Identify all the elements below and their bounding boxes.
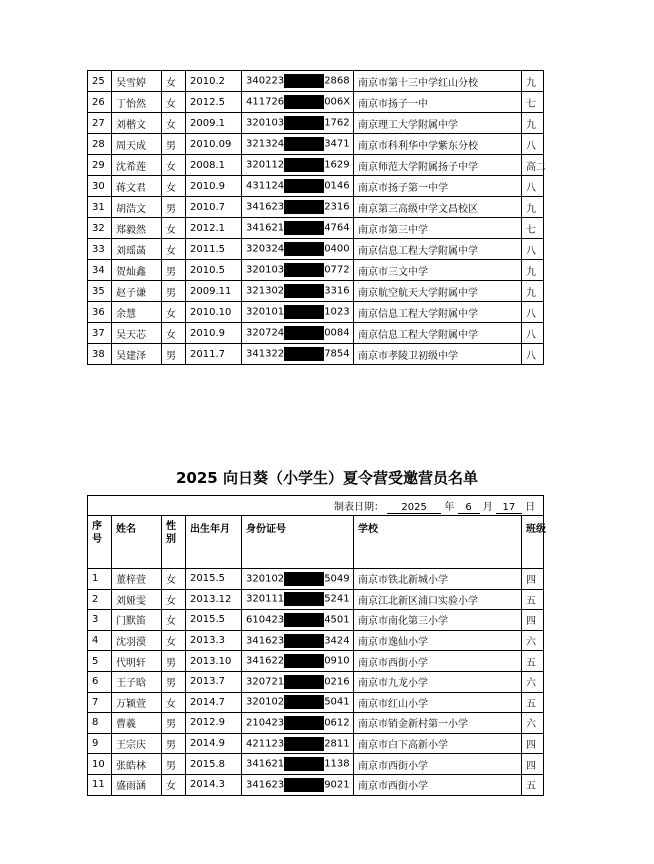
cell-no: 29 — [88, 155, 112, 176]
cell-birth: 2014.3 — [186, 774, 242, 795]
cell-school: 南京市扬子一中 — [354, 92, 522, 113]
cell-school: 南京市三文中学 — [354, 260, 522, 281]
cell-id-number — [242, 569, 354, 590]
table-row — [88, 113, 544, 134]
header-birth: 出生年月 — [186, 516, 242, 569]
cell-gender: 男 — [162, 754, 186, 775]
date-year: 2025 — [387, 502, 441, 514]
cell-grade: 八 — [522, 239, 544, 260]
cell-grade: 七 — [522, 92, 544, 113]
cell-no: 32 — [88, 218, 112, 239]
roster-table — [87, 495, 544, 796]
cell-school: 南京市铁北新城小学 — [354, 569, 522, 590]
cell-id-number — [242, 630, 354, 651]
cell-grade: 九 — [522, 281, 544, 302]
table-row — [88, 692, 544, 713]
cell-no: 26 — [88, 92, 112, 113]
cell-school: 南京信息工程大学附属中学 — [354, 239, 522, 260]
cell-gender: 男 — [162, 733, 186, 754]
cell-name: 刘娅雯 — [112, 589, 162, 610]
id-prefix: 431124 — [246, 180, 285, 192]
cell-birth: 2010.10 — [186, 302, 242, 323]
cell-grade: 八 — [522, 176, 544, 197]
cell-birth: 2012.1 — [186, 218, 242, 239]
cell-school: 南京市孝陵卫初级中学 — [354, 344, 522, 365]
cell-no: 34 — [88, 260, 112, 281]
cell-gender: 女 — [162, 692, 186, 713]
cell-id-number — [242, 754, 354, 775]
roster-table-body — [88, 569, 544, 796]
id-suffix: 4501 — [324, 614, 350, 626]
cell-gender: 女 — [162, 155, 186, 176]
id-prefix: 321324 — [246, 138, 285, 150]
roster-table-continued — [87, 70, 544, 365]
header-id: 身份证号 — [242, 516, 354, 569]
id-suffix: 1629 — [324, 159, 350, 171]
redaction-block — [284, 116, 324, 130]
cell-birth: 2008.1 — [186, 155, 242, 176]
cell-id-number — [242, 155, 354, 176]
id-suffix: 2811 — [324, 738, 350, 750]
cell-no: 28 — [88, 134, 112, 155]
cell-id-number — [242, 71, 354, 92]
id-prefix: 320102 — [246, 696, 285, 708]
cell-birth: 2010.09 — [186, 134, 242, 155]
table-row — [88, 260, 544, 281]
id-prefix: 341621 — [246, 222, 285, 234]
date-month: 6 — [458, 502, 480, 514]
redaction-block — [284, 695, 324, 709]
table-row — [88, 630, 544, 651]
id-suffix: 1138 — [324, 758, 350, 770]
redaction-block — [284, 757, 324, 771]
table-row — [88, 344, 544, 365]
id-suffix: 2316 — [324, 201, 350, 213]
cell-gender: 女 — [162, 239, 186, 260]
cell-grade: 四 — [522, 569, 544, 590]
cell-birth: 2013.7 — [186, 671, 242, 692]
cell-birth: 2014.9 — [186, 733, 242, 754]
redaction-block — [284, 347, 324, 361]
cell-birth: 2015.5 — [186, 569, 242, 590]
cell-name: 沈希莲 — [112, 155, 162, 176]
cell-birth: 2015.5 — [186, 610, 242, 631]
cell-school: 南京理工大学附属中学 — [354, 113, 522, 134]
table-row — [88, 218, 544, 239]
redaction-block — [284, 200, 324, 214]
cell-gender: 男 — [162, 344, 186, 365]
cell-name: 周天成 — [112, 134, 162, 155]
table-row — [88, 71, 544, 92]
id-suffix: 3316 — [324, 285, 350, 297]
redaction-block — [284, 284, 324, 298]
cell-school: 南京江北新区浦口实验小学 — [354, 589, 522, 610]
cell-grade: 六 — [522, 671, 544, 692]
cell-id-number — [242, 589, 354, 610]
id-suffix: 5049 — [324, 573, 350, 585]
cell-birth: 2010.5 — [186, 260, 242, 281]
table-row — [88, 281, 544, 302]
table-row — [88, 733, 544, 754]
table-row — [88, 713, 544, 734]
id-suffix: 7854 — [324, 348, 350, 360]
id-prefix: 341623 — [246, 779, 285, 791]
id-prefix: 320111 — [246, 593, 285, 605]
cell-id-number — [242, 218, 354, 239]
cell-no: 9 — [88, 733, 112, 754]
cell-id-number — [242, 733, 354, 754]
redaction-block — [284, 675, 324, 689]
cell-id-number — [242, 344, 354, 365]
table-row — [88, 610, 544, 631]
cell-name: 张皓林 — [112, 754, 162, 775]
cell-no: 11 — [88, 774, 112, 795]
table-row — [88, 754, 544, 775]
cell-grade: 六 — [522, 713, 544, 734]
header-no: 序号 — [88, 516, 112, 569]
cell-name: 丁怡然 — [112, 92, 162, 113]
cell-name: 王宗庆 — [112, 733, 162, 754]
cell-birth: 2010.7 — [186, 197, 242, 218]
cell-no: 30 — [88, 176, 112, 197]
id-prefix: 320103 — [246, 264, 285, 276]
id-prefix: 610423 — [246, 614, 285, 626]
id-prefix: 320103 — [246, 117, 285, 129]
cell-no: 2 — [88, 589, 112, 610]
id-suffix: 0400 — [324, 243, 350, 255]
cell-birth: 2011.5 — [186, 239, 242, 260]
cell-id-number — [242, 281, 354, 302]
id-prefix: 321302 — [246, 285, 285, 297]
cell-school: 南京市西街小学 — [354, 754, 522, 775]
id-prefix: 341623 — [246, 635, 285, 647]
cell-gender: 男 — [162, 134, 186, 155]
id-suffix: 006X — [324, 96, 351, 108]
cell-id-number — [242, 92, 354, 113]
header-name: 姓名 — [112, 516, 162, 569]
cell-school: 南京第三高级中学文昌校区 — [354, 197, 522, 218]
cell-birth: 2010.2 — [186, 71, 242, 92]
id-prefix: 320102 — [246, 573, 285, 585]
cell-birth: 2014.7 — [186, 692, 242, 713]
cell-school: 南京市九龙小学 — [354, 671, 522, 692]
table-row — [88, 671, 544, 692]
header-row — [88, 516, 544, 569]
cell-gender: 女 — [162, 71, 186, 92]
cell-no: 7 — [88, 692, 112, 713]
cell-school: 南京市科利华中学紫东分校 — [354, 134, 522, 155]
id-suffix: 1023 — [324, 306, 350, 318]
cell-school: 南京市销金新村第一小学 — [354, 713, 522, 734]
cell-no: 8 — [88, 713, 112, 734]
cell-school: 南京市南化第三小学 — [354, 610, 522, 631]
cell-grade: 四 — [522, 754, 544, 775]
cell-grade: 八 — [522, 344, 544, 365]
table-row — [88, 651, 544, 672]
cell-no: 5 — [88, 651, 112, 672]
id-prefix: 421123 — [246, 738, 285, 750]
cell-grade: 八 — [522, 302, 544, 323]
cell-grade: 五 — [522, 589, 544, 610]
cell-birth: 2011.7 — [186, 344, 242, 365]
cell-id-number — [242, 692, 354, 713]
id-suffix: 1762 — [324, 117, 350, 129]
id-prefix: 340223 — [246, 75, 285, 87]
cell-name: 代明轩 — [112, 651, 162, 672]
id-suffix: 0146 — [324, 180, 350, 192]
table-row — [88, 92, 544, 113]
cell-school: 南京市西街小学 — [354, 774, 522, 795]
cell-grade: 五 — [522, 692, 544, 713]
redaction-block — [284, 654, 324, 668]
cell-name: 曹羲 — [112, 713, 162, 734]
id-suffix: 0772 — [324, 264, 350, 276]
cell-no: 10 — [88, 754, 112, 775]
cell-id-number — [242, 323, 354, 344]
table-row — [88, 323, 544, 344]
cell-id-number — [242, 302, 354, 323]
cell-gender: 女 — [162, 92, 186, 113]
cell-school: 南京市扬子第一中学 — [354, 176, 522, 197]
cell-name: 贺灿鑫 — [112, 260, 162, 281]
date-day-unit: 日 — [525, 501, 536, 513]
cell-gender: 女 — [162, 774, 186, 795]
roster-table-body — [88, 71, 544, 365]
cell-no: 4 — [88, 630, 112, 651]
cell-grade: 九 — [522, 71, 544, 92]
table-row — [88, 134, 544, 155]
cell-no: 38 — [88, 344, 112, 365]
redaction-block — [284, 95, 324, 109]
cell-birth: 2010.9 — [186, 323, 242, 344]
cell-name: 门默笛 — [112, 610, 162, 631]
cell-birth: 2009.11 — [186, 281, 242, 302]
redaction-block — [284, 592, 324, 606]
cell-id-number — [242, 113, 354, 134]
id-prefix: 320724 — [246, 327, 285, 339]
cell-school: 南京航空航天大学附属中学 — [354, 281, 522, 302]
redaction-block — [284, 137, 324, 151]
id-suffix: 0216 — [324, 676, 350, 688]
cell-school: 南京市第三中学 — [354, 218, 522, 239]
id-prefix: 320324 — [246, 243, 285, 255]
redaction-block — [284, 158, 324, 172]
cell-school: 南京市西街小学 — [354, 651, 522, 672]
cell-school: 南京信息工程大学附属中学 — [354, 323, 522, 344]
cell-grade: 四 — [522, 733, 544, 754]
id-prefix: 341322 — [246, 348, 285, 360]
id-suffix: 0910 — [324, 655, 350, 667]
redaction-block — [284, 242, 324, 256]
table-row — [88, 302, 544, 323]
id-prefix: 320101 — [246, 306, 285, 318]
redaction-block — [284, 613, 324, 627]
cell-birth: 2015.8 — [186, 754, 242, 775]
header-school: 学校 — [354, 516, 522, 569]
cell-grade: 九 — [522, 260, 544, 281]
cell-id-number — [242, 713, 354, 734]
cell-id-number — [242, 610, 354, 631]
redaction-block — [284, 263, 324, 277]
cell-grade: 四 — [522, 610, 544, 631]
id-suffix: 3424 — [324, 635, 350, 647]
cell-school: 南京师范大学附属扬子中学 — [354, 155, 522, 176]
id-prefix: 320112 — [246, 159, 285, 171]
page-title: 2025 向日葵（小学生）夏令营受邀营员名单 — [176, 469, 478, 487]
cell-name: 郑毅然 — [112, 218, 162, 239]
table-row — [88, 589, 544, 610]
cell-gender: 女 — [162, 176, 186, 197]
id-prefix: 341623 — [246, 201, 285, 213]
cell-name: 刘楷文 — [112, 113, 162, 134]
cell-gender: 女 — [162, 610, 186, 631]
cell-birth: 2013.3 — [186, 630, 242, 651]
cell-no: 31 — [88, 197, 112, 218]
redaction-block — [284, 305, 324, 319]
cell-name: 胡浩文 — [112, 197, 162, 218]
redaction-block — [284, 778, 324, 792]
cell-grade: 五 — [522, 774, 544, 795]
cell-grade: 九 — [522, 197, 544, 218]
cell-gender: 男 — [162, 671, 186, 692]
cell-id-number — [242, 134, 354, 155]
cell-gender: 女 — [162, 630, 186, 651]
cell-grade: 八 — [522, 323, 544, 344]
cell-name: 王子晗 — [112, 671, 162, 692]
cell-gender: 男 — [162, 713, 186, 734]
cell-grade: 九 — [522, 113, 544, 134]
id-prefix: 341621 — [246, 758, 285, 770]
cell-gender: 女 — [162, 302, 186, 323]
cell-name: 沈羽漠 — [112, 630, 162, 651]
cell-birth: 2009.1 — [186, 113, 242, 134]
cell-gender: 女 — [162, 589, 186, 610]
table-row — [88, 239, 544, 260]
cell-no: 35 — [88, 281, 112, 302]
date-row — [88, 496, 544, 516]
id-suffix: 3471 — [324, 138, 350, 150]
redaction-block — [284, 716, 324, 730]
cell-gender: 女 — [162, 113, 186, 134]
cell-id-number — [242, 176, 354, 197]
cell-birth: 2013.10 — [186, 651, 242, 672]
cell-birth: 2010.9 — [186, 176, 242, 197]
header-gender: 性别 — [162, 516, 186, 569]
cell-school: 南京信息工程大学附属中学 — [354, 302, 522, 323]
redaction-block — [284, 326, 324, 340]
cell-grade: 七 — [522, 218, 544, 239]
id-suffix: 4764 — [324, 222, 350, 234]
date-label: 制表日期： — [333, 501, 384, 513]
id-prefix: 411726 — [246, 96, 285, 108]
cell-school: 南京市逸仙小学 — [354, 630, 522, 651]
cell-no: 36 — [88, 302, 112, 323]
date-day: 17 — [496, 502, 522, 514]
date-year-unit: 年 — [444, 501, 455, 513]
cell-id-number — [242, 197, 354, 218]
cell-birth: 2013.12 — [186, 589, 242, 610]
redaction-block — [284, 737, 324, 751]
redaction-block — [284, 74, 324, 88]
date-month-unit: 月 — [482, 501, 493, 513]
cell-id-number — [242, 239, 354, 260]
cell-id-number — [242, 651, 354, 672]
id-suffix: 0612 — [324, 717, 350, 729]
cell-gender: 女 — [162, 218, 186, 239]
cell-no: 27 — [88, 113, 112, 134]
cell-no: 6 — [88, 671, 112, 692]
redaction-block — [284, 572, 324, 586]
cell-grade: 六 — [522, 630, 544, 651]
id-suffix: 5241 — [324, 593, 350, 605]
cell-gender: 男 — [162, 651, 186, 672]
cell-name: 盛雨涵 — [112, 774, 162, 795]
cell-name: 董梓萱 — [112, 569, 162, 590]
id-suffix: 2868 — [324, 75, 350, 87]
table-row — [88, 197, 544, 218]
header-grade: 班级 — [522, 516, 544, 569]
cell-school: 南京市红山小学 — [354, 692, 522, 713]
cell-name: 万颖萱 — [112, 692, 162, 713]
cell-name: 蒋文君 — [112, 176, 162, 197]
cell-name: 赵子谦 — [112, 281, 162, 302]
redaction-block — [284, 221, 324, 235]
cell-birth: 2012.5 — [186, 92, 242, 113]
cell-name: 刘瑶菡 — [112, 239, 162, 260]
cell-school: 南京市白下高新小学 — [354, 733, 522, 754]
redaction-block — [284, 634, 324, 648]
cell-gender: 女 — [162, 569, 186, 590]
table-row — [88, 774, 544, 795]
cell-grade: 高二 — [522, 155, 544, 176]
cell-no: 25 — [88, 71, 112, 92]
cell-birth: 2012.9 — [186, 713, 242, 734]
cell-gender: 男 — [162, 260, 186, 281]
cell-gender: 男 — [162, 197, 186, 218]
cell-no: 3 — [88, 610, 112, 631]
cell-gender: 女 — [162, 323, 186, 344]
table-row — [88, 569, 544, 590]
id-prefix: 341622 — [246, 655, 285, 667]
cell-name: 余慧 — [112, 302, 162, 323]
cell-gender: 男 — [162, 281, 186, 302]
cell-no: 33 — [88, 239, 112, 260]
cell-school: 南京市第十三中学红山分校 — [354, 71, 522, 92]
cell-grade: 五 — [522, 651, 544, 672]
id-suffix: 0084 — [324, 327, 350, 339]
cell-no: 37 — [88, 323, 112, 344]
id-suffix: 5041 — [324, 696, 350, 708]
cell-name: 吴雪婷 — [112, 71, 162, 92]
cell-name: 吴天芯 — [112, 323, 162, 344]
cell-id-number — [242, 671, 354, 692]
redaction-block — [284, 179, 324, 193]
cell-name: 吴建泽 — [112, 344, 162, 365]
table-row — [88, 155, 544, 176]
id-prefix: 210423 — [246, 717, 285, 729]
cell-id-number — [242, 260, 354, 281]
id-prefix: 320721 — [246, 676, 285, 688]
date-cell — [88, 496, 544, 516]
table-row — [88, 176, 544, 197]
cell-id-number — [242, 774, 354, 795]
id-suffix: 9021 — [324, 779, 350, 791]
cell-grade: 八 — [522, 134, 544, 155]
cell-no: 1 — [88, 569, 112, 590]
